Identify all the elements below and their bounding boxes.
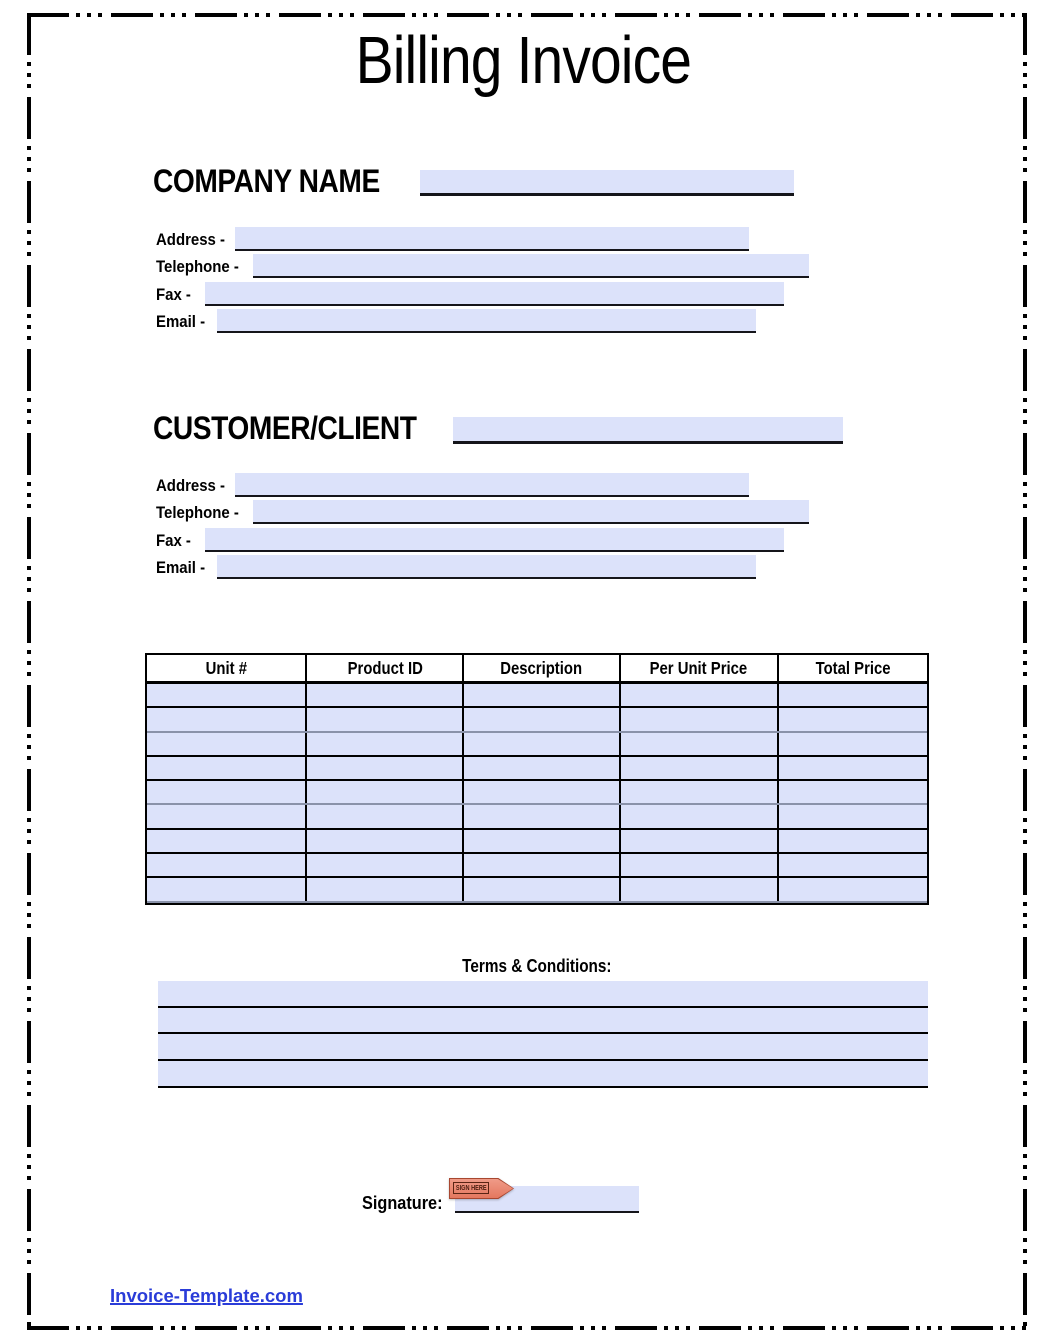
field-input[interactable] <box>205 282 784 306</box>
table-cell[interactable] <box>779 854 927 876</box>
items-table-header <box>147 655 927 684</box>
table-cell[interactable] <box>307 757 464 779</box>
field-label: Address - <box>156 475 226 495</box>
table-cell[interactable] <box>621 854 779 876</box>
field-input[interactable] <box>217 555 756 579</box>
table-cell[interactable] <box>464 878 620 900</box>
table-cell[interactable] <box>779 830 927 852</box>
table-cell[interactable] <box>779 781 927 803</box>
field-row <box>156 498 836 526</box>
column-header: Total Price <box>815 657 891 678</box>
table-cell[interactable] <box>621 708 779 730</box>
table-cell[interactable] <box>464 757 620 779</box>
table-cell[interactable] <box>147 830 307 852</box>
field-input[interactable] <box>235 227 749 251</box>
page-title: Billing Invoice <box>355 23 691 98</box>
items-table-body <box>147 684 927 903</box>
table-cell[interactable] <box>464 733 620 755</box>
table-row <box>147 830 927 854</box>
signature-label: Signature: <box>362 1192 443 1213</box>
table-cell[interactable] <box>147 708 307 730</box>
terms-line-input[interactable] <box>158 1008 928 1035</box>
table-cell[interactable] <box>147 854 307 876</box>
company-fields <box>156 224 836 334</box>
field-row <box>156 224 836 252</box>
table-cell[interactable] <box>779 708 927 730</box>
column-header: Unit # <box>147 655 307 681</box>
field-label: Fax - <box>156 284 191 304</box>
sign-here-tag-label: SIGN HERE <box>455 1184 487 1192</box>
table-cell[interactable] <box>307 805 464 827</box>
field-row <box>156 252 836 280</box>
field-label: Email - <box>156 558 206 578</box>
field-label: Address - <box>156 229 226 249</box>
table-row <box>147 854 927 878</box>
customer-name-field[interactable] <box>453 417 843 444</box>
field-row <box>156 279 836 307</box>
field-input[interactable] <box>235 473 749 497</box>
company-name-field[interactable] <box>420 170 794 196</box>
field-label: Email - <box>156 312 206 332</box>
field-row <box>156 553 836 581</box>
table-cell[interactable] <box>779 733 927 755</box>
column-header: Description <box>464 655 620 681</box>
field-input[interactable] <box>253 254 809 278</box>
table-row <box>147 757 927 781</box>
table-cell[interactable] <box>621 805 779 827</box>
page-border-right <box>1023 13 1027 1330</box>
field-label: Telephone - <box>156 257 239 277</box>
table-cell[interactable] <box>621 878 779 900</box>
table-cell[interactable] <box>147 733 307 755</box>
field-row <box>156 525 836 553</box>
table-cell[interactable] <box>307 733 464 755</box>
table-cell[interactable] <box>307 830 464 852</box>
table-cell[interactable] <box>464 805 620 827</box>
table-row <box>147 708 927 732</box>
table-cell[interactable] <box>621 781 779 803</box>
table-cell[interactable] <box>779 684 927 706</box>
table-row <box>147 733 927 757</box>
table-cell[interactable] <box>307 708 464 730</box>
column-header: Per Unit Price <box>621 655 779 681</box>
terms-heading: Terms & Conditions: <box>462 956 612 976</box>
table-row <box>147 805 927 829</box>
customer-section-heading: CUSTOMER/CLIENT <box>153 410 417 446</box>
page-border-bottom <box>27 1326 1027 1330</box>
table-cell[interactable] <box>464 708 620 730</box>
table-cell[interactable] <box>779 878 927 900</box>
column-header: Product ID <box>307 655 464 681</box>
table-cell[interactable] <box>621 733 779 755</box>
page-border-top <box>27 13 1027 17</box>
table-row <box>147 878 927 902</box>
table-cell[interactable] <box>779 805 927 827</box>
table-cell[interactable] <box>464 854 620 876</box>
field-row <box>156 470 836 498</box>
table-cell[interactable] <box>621 757 779 779</box>
table-cell[interactable] <box>621 830 779 852</box>
table-row <box>147 684 927 708</box>
table-cell[interactable] <box>464 830 620 852</box>
table-cell[interactable] <box>147 684 307 706</box>
table-cell[interactable] <box>464 781 620 803</box>
table-cell[interactable] <box>147 878 307 900</box>
terms-lines <box>158 981 928 1088</box>
table-cell[interactable] <box>147 781 307 803</box>
table-row <box>147 781 927 805</box>
company-section-heading: COMPANY NAME <box>153 163 380 199</box>
field-label: Fax - <box>156 530 191 550</box>
field-label: Telephone - <box>156 503 239 523</box>
customer-fields <box>156 470 836 580</box>
table-cell[interactable] <box>307 781 464 803</box>
footer-link[interactable]: Invoice-Template.com <box>110 1285 303 1306</box>
terms-line-input[interactable] <box>158 1034 928 1061</box>
terms-line-input[interactable] <box>158 981 928 1008</box>
table-cell[interactable] <box>621 684 779 706</box>
field-input[interactable] <box>217 309 756 333</box>
sign-here-tag-box <box>453 1182 489 1194</box>
table-cell[interactable] <box>147 757 307 779</box>
table-cell[interactable] <box>779 757 927 779</box>
table-cell[interactable] <box>307 878 464 900</box>
items-table <box>145 653 929 905</box>
page-border-left <box>27 13 31 1330</box>
table-cell[interactable] <box>307 684 464 706</box>
field-input[interactable] <box>205 528 784 552</box>
sign-here-tag[interactable] <box>449 1178 514 1199</box>
field-row <box>156 307 836 335</box>
terms-line-input[interactable] <box>158 1061 928 1088</box>
table-cell[interactable] <box>464 684 620 706</box>
field-input[interactable] <box>253 500 809 524</box>
table-cell[interactable] <box>307 854 464 876</box>
table-cell[interactable] <box>147 805 307 827</box>
